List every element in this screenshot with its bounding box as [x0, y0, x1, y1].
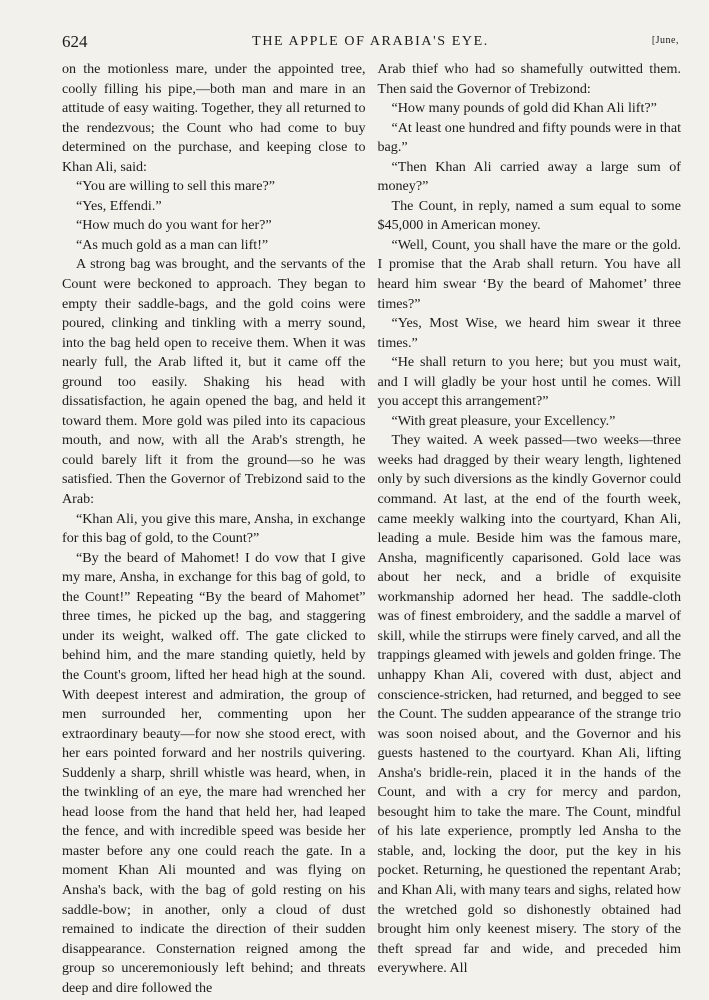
paragraph: “At least one hundred and fifty pounds were in that bag.”: [377, 119, 681, 156]
paragraph: “Yes, Effendi.”: [76, 197, 162, 214]
left-column: [62, 60, 366, 998]
running-month: [June,: [651, 35, 679, 46]
paragraph: “How many pounds of gold did Khan Ali lift?”: [391, 100, 657, 117]
running-title: THE APPLE OF ARABIA'S EYE.: [252, 34, 489, 49]
paragraph: “He shall return to you here; but you must wait, and I will gladly be your host until he comes. Will you accept this arrangement?”: [377, 354, 681, 410]
page-number: 624: [62, 32, 88, 51]
right-column: [378, 60, 682, 998]
paragraph: “Then Khan Ali carried away a large sum of money?”: [377, 158, 681, 195]
text-columns: [62, 60, 681, 998]
paragraph: They waited. A week passed—two weeks—three weeks had dragged by their weary length, lightened only by such diversions as the kindly Governor could command. At last, at the end of the fourth week, came meekly walking into the courtyard, Khan Ali, leading a mule. Beside him was the famous mare, Ansha, magnificently caparisoned. Gold lace was about her neck, and a bridle of exquisite workmanship adorned her head. The saddle-cloth was of finest embroidery, and the saddle a marvel of skill, while the stirrups were finely carved, and all the trappings gleamed with jewels and golden fringe. The unhappy Khan Ali, covered with dust, abject and conscience-stricken, had returned, and begged to see the Count. The sudden appearance of the strange trio was soon noised about, and the Governor and his guests hastened to the courtyard. Khan Ali, lifting Ansha's bridle-rein, placed it in the hands of the Count, and with a cry for mercy and pardon, besought him to take the mare. The Count, mindful of his late experience, promptly led Ansha to the stable, and, locking the door, put the key in his pocket. Returning, he questioned the repentant Arab; and Khan Ali, with many tears and sighs, related how the wretched gold so dishonestly obtained had brought him only keenest misery. The story of the theft spread far and wide, and preceded him everywhere. All: [377, 432, 681, 977]
paragraph: Arab thief who had so shamefully outwitted them. Then said the Governor of Trebizond:: [377, 61, 681, 97]
paragraph: “Well, Count, you shall have the mare or the gold. I promise that the Arab shall return. You have all heard him swear ‘By the beard of Mahomet’ three times?”: [377, 236, 681, 312]
page-header: [62, 30, 679, 56]
paragraph: “How much do you want for her?”: [76, 217, 272, 234]
paragraph: “As much gold as a man can lift!”: [76, 236, 269, 253]
paragraph: The Count, in reply, named a sum equal to some $45,000 in American money.: [377, 197, 681, 234]
paragraph: “By the beard of Mahomet! I do vow that I give my mare, Ansha, in exchange for this bag of gold, to the Count!” Repeating “By the beard of Mahomet” three times, he picked up the bag, and staggering under its weight, walked off. The gate clicked to behind him, and the mare standing quietly, held by the Count's groom, lifted her head high at the sound. With deepest interest and admiration, the group of men surrounded her, commenting upon her extraordinary beauty—for now she stood erect, with her ears pointed forward and her nostrils quivering. Suddenly a sharp, shrill whistle was heard, when, in the twinkling of an eye, the mare had wrenched her head loose from the hand that held her, had leaped the fence, and with incredible speed was beside her master before any one could reach the gate. In a moment Khan Ali mounted and was flying on Ansha's back, with the bag of gold resting on his saddle-bow; in another, only a cloud of dust remained to indicate the direction of their sudden disappearance. Consternation reigned among the group so unceremoniously left behind; and threats deep and dire followed the: [62, 549, 366, 996]
paragraph: on the motionless mare, under the appointed tree, coolly filling his pipe,—both man and mare in an attitude of easy waiting. Together, they all returned to the rendezvous; the Count who had come to buy determined on the purchase, and keeping close to Khan Ali, said:: [62, 61, 366, 175]
paragraph: “Yes, Most Wise, we heard him swear it three times.”: [377, 315, 681, 351]
paragraph: “Khan Ali, you give this mare, Ansha, in exchange for this bag of gold, to the Count?”: [62, 510, 366, 547]
paragraph: “With great pleasure, your Excellency.”: [391, 412, 616, 429]
paragraph: A strong bag was brought, and the servants of the Count were beckoned to approach. They began to empty their saddle-bags, and the gold coins were poured, clinking and tinkling with a merry sound, into the bag held open to receive them. When it was nearly full, the Arab lifted it, but it came off the ground too easily. Shaking his head with dissatisfaction, he again opened the bag, and held it toward them. More gold was piled into its capacious mouth, and now, with all the Arab's strength, he could barely lift it from the ground—so he was satisfied. Then the Governor of Trebizond said to the Arab:: [62, 256, 366, 508]
paragraph: “You are willing to sell this mare?”: [76, 178, 275, 195]
